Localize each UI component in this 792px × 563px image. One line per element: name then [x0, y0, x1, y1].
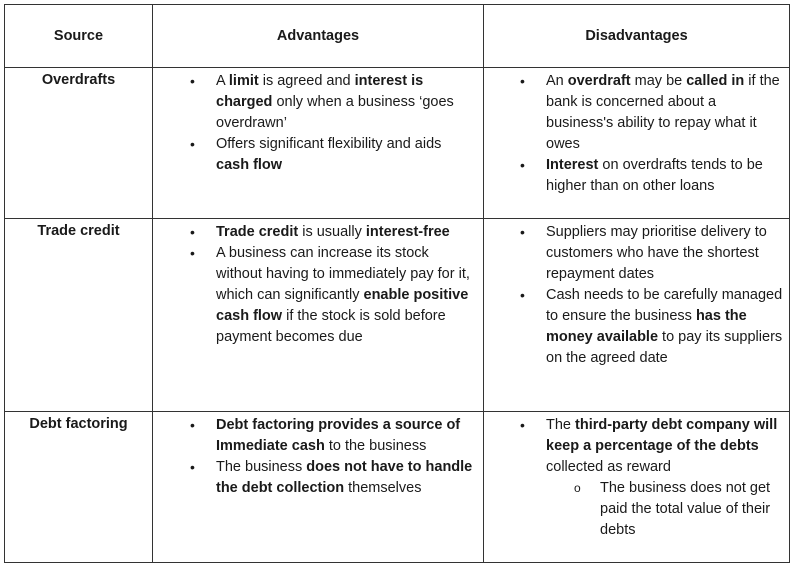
bold-text: limit	[228, 73, 259, 89]
bold-text: enable positive cash flow	[216, 287, 469, 324]
list-item	[484, 415, 789, 478]
list-item	[153, 222, 483, 243]
list-item	[484, 155, 789, 197]
header-row	[5, 5, 790, 68]
sub-list-item	[484, 478, 789, 541]
bold-text: Trade credit	[216, 224, 299, 240]
text: themselves	[344, 480, 422, 496]
source-cell: Debt factoring	[5, 412, 153, 563]
source-cell: Overdrafts	[5, 68, 153, 219]
disadvantages-cell	[484, 219, 790, 412]
table-row	[5, 219, 790, 412]
text: Suppliers may prioritise delivery to customers who have the shortest repayment dates	[546, 224, 767, 282]
list-item	[484, 285, 789, 369]
advantages-cell	[153, 68, 484, 219]
disadvantages-cell	[484, 68, 790, 219]
text: collected as reward	[546, 459, 671, 475]
text: The business does not get paid the total value of their debts	[600, 480, 771, 538]
bullet-list	[153, 71, 483, 176]
advantages-cell	[153, 412, 484, 563]
disadvantages-cell	[484, 412, 790, 563]
bold-text: cash flow	[216, 157, 283, 173]
header-source: Source	[5, 5, 153, 68]
text: to the business	[324, 438, 427, 454]
source-cell: Trade credit	[5, 219, 153, 412]
text: is agreed and	[258, 73, 355, 89]
list-item	[153, 243, 483, 348]
list-item	[484, 71, 789, 155]
bullet-list	[484, 222, 789, 369]
text: A	[216, 73, 229, 89]
text: A business can increase its stock without having to immediately pay for it, which can significantly	[216, 245, 470, 303]
bullet-list	[484, 71, 789, 197]
text: on overdrafts tends to be higher than on other loans	[546, 157, 763, 194]
bold-text: does not have to handle the debt collection	[216, 459, 473, 496]
text: if the stock is sold before payment becomes due	[216, 308, 446, 345]
table-row	[5, 68, 790, 219]
bold-text: has the money available	[546, 308, 747, 345]
list-item	[484, 222, 789, 285]
list-item	[153, 457, 483, 499]
text: An	[546, 73, 568, 89]
text: The business	[216, 459, 307, 475]
list-item	[153, 71, 483, 134]
bold-text: called in	[686, 73, 745, 89]
text: may be	[630, 73, 687, 89]
header-disadvantages: Disadvantages	[484, 5, 790, 68]
sources-of-finance-table	[4, 4, 790, 563]
bullet-list	[153, 222, 483, 348]
text: Cash needs to be carefully managed to ensure the business	[546, 287, 783, 324]
table-row	[5, 412, 790, 563]
bold-text: Interest	[546, 157, 599, 173]
list-item	[153, 415, 483, 457]
list-item	[153, 134, 483, 176]
header-advantages: Advantages	[153, 5, 484, 68]
text: if the bank is concerned about a business's ability to repay what it owes	[546, 73, 780, 152]
advantages-cell	[153, 219, 484, 412]
text: The	[546, 417, 576, 433]
bullet-list	[484, 415, 789, 541]
bold-text: interest-free	[365, 224, 450, 240]
bold-text: interest is charged	[216, 73, 424, 110]
bold-text: overdraft	[567, 73, 631, 89]
text: to pay its suppliers on the agreed date	[546, 329, 783, 366]
text: is usually	[298, 224, 366, 240]
bold-text: third-party debt company will keep a percentage of the debts	[546, 417, 778, 454]
bold-text: Debt factoring provides a source of Immediate cash	[216, 417, 461, 454]
text: only when a business ‘goes overdrawn’	[216, 94, 454, 131]
text: Offers significant flexibility and aids	[216, 136, 442, 152]
bullet-list	[153, 415, 483, 499]
